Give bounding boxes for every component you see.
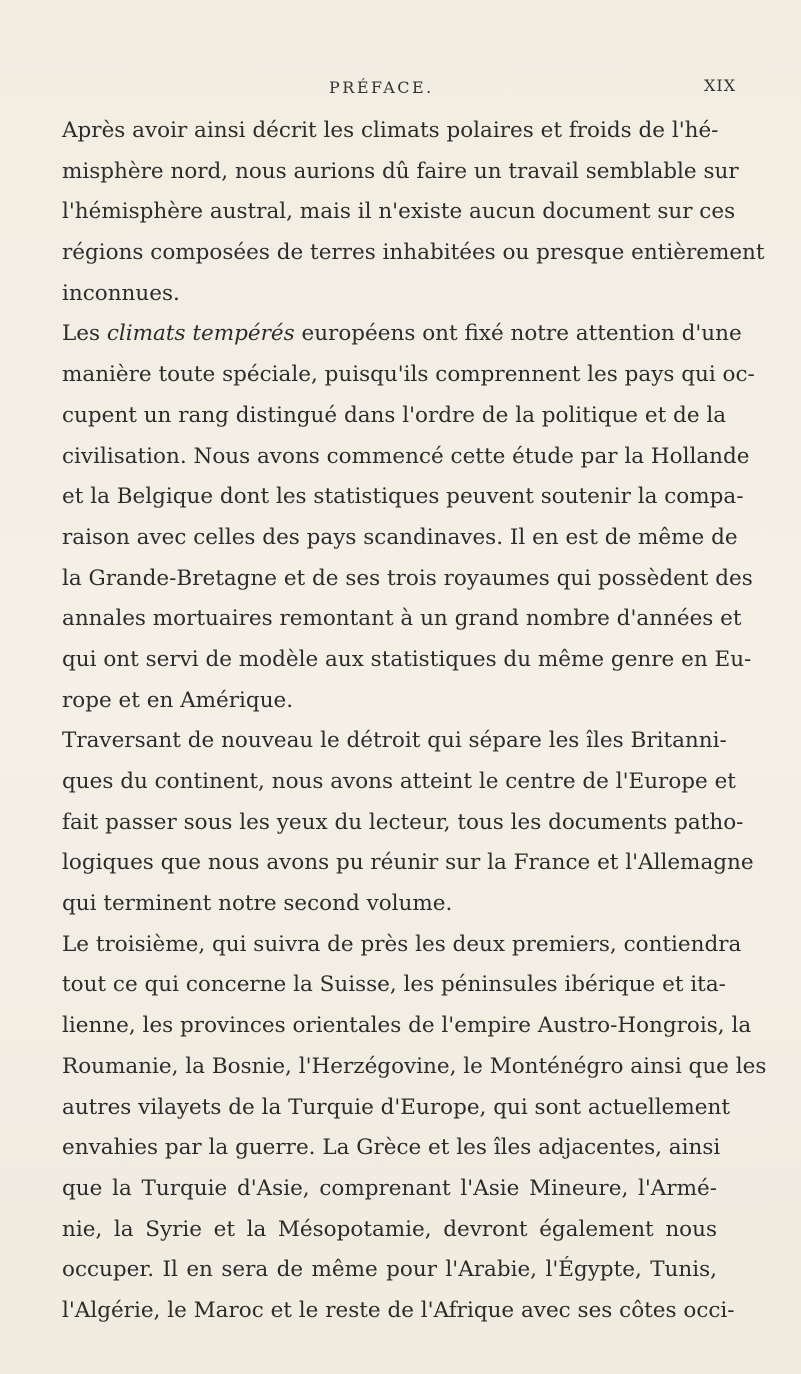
text-line: annales mortuaires remontant à un grand nombre d'années et: [62, 606, 742, 632]
text-line: ques du continent, nous avons atteint le centre de l'Europe et: [62, 769, 736, 794]
text-line: civilisation. Nous avons commencé cette étude par la Hollande: [62, 443, 750, 469]
text-line: envahies par la guerre. La Grèce et les îles adjacentes, ainsi: [62, 1135, 721, 1161]
body-text: [62, 111, 767, 1332]
text-line: l'hémisphère austral, mais il n'existe aucun document sur ces: [62, 199, 736, 225]
running-header: [0, 72, 801, 112]
text-line: cupent un rang distingué dans l'ordre de la politique et de la: [62, 402, 727, 428]
text-line: raison avec celles des pays scandinaves. Il en est de même de: [62, 524, 738, 550]
header-title: PRÉFACE.: [329, 78, 434, 97]
text-line: la Grande-Bretagne et de ses trois royaumes qui possèdent des: [62, 565, 753, 591]
text-line: misphère nord, nous aurions dû faire un travail semblable sur: [62, 158, 739, 184]
text-line: tout ce qui concerne la Suisse, les péninsules ibérique et ita-: [62, 972, 726, 998]
text-line: Traversant de nouveau le détroit qui sépare les îles Britanni-: [62, 728, 727, 754]
text-line: rope et en Amérique.: [62, 687, 294, 713]
text-line: nie, la Syrie et la Mésopotamie, devront également nous: [62, 1216, 717, 1242]
text-line: l'Algérie, le Maroc et le reste de l'Afrique avec ses côtes occi-: [62, 1297, 735, 1323]
text-line-with-italic: [62, 314, 742, 355]
text-line: fait passer sous les yeux du lecteur, tous les documents patho-: [62, 809, 744, 835]
text-line: et la Belgique dont les statistiques peuvent soutenir la compa-: [62, 484, 744, 510]
text-line: qui terminent notre second volume.: [62, 891, 453, 917]
italic-phrase: climats tempérés: [106, 321, 295, 347]
text-line: régions composées de terres inhabitées ou presque entièrement: [62, 240, 765, 266]
text-line: inconnues.: [62, 280, 180, 306]
text-line: lienne, les provinces orientales de l'empire Austro-Hongrois, la: [62, 1013, 752, 1039]
text-line: manière toute spéciale, puisqu'ils comprennent les pays qui oc-: [62, 362, 755, 388]
text-line: logiques que nous avons pu réunir sur la France et l'Allemagne: [62, 850, 754, 876]
page-number: XIX: [704, 76, 737, 95]
text-line: occuper. Il en sera de même pour l'Arabie, l'Égypte, Tunis,: [62, 1257, 717, 1283]
text-line: Après avoir ainsi décrit les climats polaires et froids de l'hé-: [62, 118, 719, 143]
text-line: qui ont servi de modèle aux statistiques du même genre en Eu-: [62, 646, 752, 672]
text-line: autres vilayets de la Turquie d'Europe, qui sont actuellement: [62, 1094, 730, 1120]
text-line: que la Turquie d'Asie, comprenant l'Asie Mineure, l'Armé-: [62, 1175, 717, 1201]
text-line: Le troisième, qui suivra de près les deux premiers, contiendra: [62, 931, 742, 957]
text-line: Roumanie, la Bosnie, l'Herzégovine, le Monténégro ainsi que les: [62, 1053, 767, 1079]
text-fragment: européens ont fixé notre attention d'une: [294, 321, 742, 347]
text-fragment: Les: [62, 321, 107, 347]
